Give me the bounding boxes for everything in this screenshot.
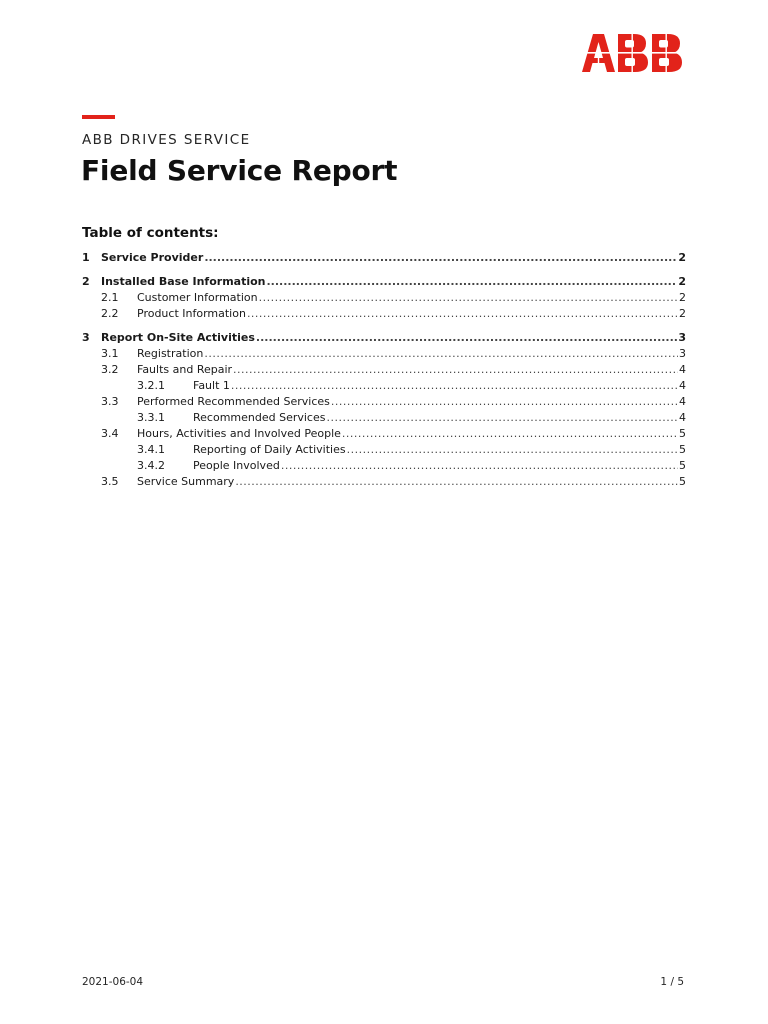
- toc-dot-leader: [267, 274, 678, 290]
- toc-dot-leader: [256, 330, 677, 346]
- toc-entry-label: Reporting of Daily Activities: [193, 443, 346, 456]
- toc-entry-label: Hours, Activities and Involved People: [137, 427, 341, 440]
- toc-entry[interactable]: [82, 474, 686, 490]
- toc-entry-label: Registration: [137, 347, 204, 360]
- toc-entry-number: 3.4: [101, 427, 119, 440]
- toc-entry-label: Product Information: [137, 307, 246, 320]
- toc-entry[interactable]: [82, 458, 686, 474]
- toc-entry[interactable]: [82, 290, 686, 306]
- toc-entry-label: Performed Recommended Services: [137, 395, 330, 408]
- toc-entry[interactable]: [82, 346, 686, 362]
- toc-entry-page: 4: [679, 395, 686, 408]
- toc-entry-label: Service Provider: [101, 251, 204, 264]
- toc-entry-number: 2.2: [101, 307, 119, 320]
- toc-entry-page: 4: [679, 411, 686, 424]
- toc-dot-leader: [233, 362, 678, 378]
- toc-entry-page: 5: [679, 459, 686, 472]
- toc-entry-label: Fault 1: [193, 379, 230, 392]
- toc-entry-page: 4: [679, 379, 686, 392]
- toc-entry-number: 3.1: [101, 347, 119, 360]
- toc-entry-number: 3.2.1: [137, 379, 165, 392]
- toc-entry[interactable]: [82, 250, 686, 266]
- toc-entry[interactable]: [82, 330, 686, 346]
- toc-entry-page: 2: [679, 307, 686, 320]
- toc-entry[interactable]: [82, 426, 686, 442]
- toc-entry-number: 3.4.1: [137, 443, 165, 456]
- toc-entry-page: 3: [678, 331, 686, 344]
- toc-entry[interactable]: [82, 306, 686, 322]
- toc-dot-leader: [331, 394, 678, 410]
- toc-entry-page: 4: [679, 363, 686, 376]
- toc-dot-leader: [347, 442, 678, 458]
- toc-entry-label: Installed Base Information: [101, 275, 266, 288]
- toc-entry-label: Faults and Repair: [137, 363, 233, 376]
- toc-dot-leader: [259, 290, 678, 306]
- toc-entry-number: 3.3.1: [137, 411, 165, 424]
- accent-bar: [82, 115, 115, 119]
- toc-entry-number: 3.3: [101, 395, 119, 408]
- toc-dot-leader: [204, 250, 677, 266]
- page-title: Field Service Report: [81, 154, 398, 187]
- footer-date: 2021-06-04: [82, 976, 144, 988]
- toc-entry[interactable]: [82, 378, 686, 394]
- toc-entry-number: 2.1: [101, 291, 119, 304]
- toc-entry[interactable]: [82, 274, 686, 290]
- toc-entry-page: 5: [679, 443, 686, 456]
- toc-entry-number: 2: [82, 275, 90, 288]
- toc-entry-page: 5: [679, 427, 686, 440]
- toc-entry-page: 3: [679, 347, 686, 360]
- page-number: 1 / 5: [660, 976, 684, 988]
- toc-entry[interactable]: [82, 362, 686, 378]
- toc-entry-number: 1: [82, 251, 90, 264]
- toc-dot-leader: [342, 426, 678, 442]
- toc-heading: Table of contents:: [82, 225, 219, 241]
- document-subtitle: ABB DRIVES SERVICE: [82, 132, 251, 148]
- toc-entry-label: People Involved: [193, 459, 280, 472]
- toc-dot-leader: [235, 474, 678, 490]
- toc-entry-label: Report On-Site Activities: [101, 331, 255, 344]
- toc-entry-number: 3.5: [101, 475, 119, 488]
- toc-entry-label: Service Summary: [137, 475, 235, 488]
- toc-dot-leader: [281, 458, 678, 474]
- abb-logo: [582, 34, 684, 72]
- toc-entry-page: 2: [679, 291, 686, 304]
- toc-entry[interactable]: [82, 394, 686, 410]
- table-of-contents: [82, 250, 686, 490]
- toc-entry-number: 3.2: [101, 363, 119, 376]
- toc-entry-label: Recommended Services: [193, 411, 326, 424]
- toc-entry-page: 2: [678, 251, 686, 264]
- toc-dot-leader: [326, 410, 678, 426]
- toc-entry-label: Customer Information: [137, 291, 258, 304]
- toc-entry-page: 2: [678, 275, 686, 288]
- toc-entry[interactable]: [82, 410, 686, 426]
- toc-entry-page: 5: [679, 475, 686, 488]
- toc-entry-number: 3.4.2: [137, 459, 165, 472]
- toc-dot-leader: [204, 346, 678, 362]
- toc-dot-leader: [231, 378, 678, 394]
- toc-entry[interactable]: [82, 442, 686, 458]
- toc-dot-leader: [247, 306, 678, 322]
- toc-entry-number: 3: [82, 331, 90, 344]
